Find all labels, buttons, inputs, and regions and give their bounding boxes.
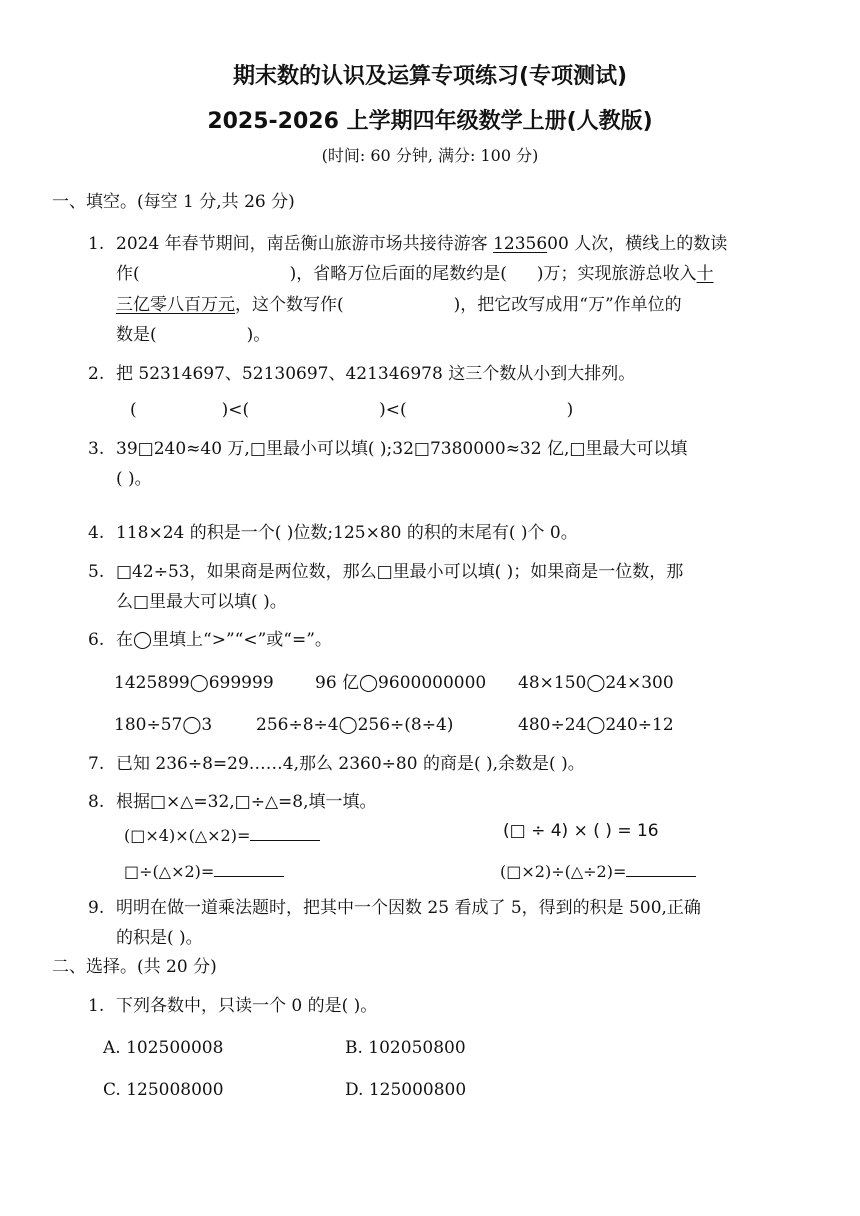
compare-item: 180÷57◯3 [114, 715, 213, 735]
choice-option-d: D. 125000800 [345, 1080, 467, 1100]
question-text: 明明在做一道乘法题时，把其中一个因数 25 看成了 5，得到的积是 500,正确 [116, 898, 701, 918]
question-text: 么□里最大可以填( )。 [116, 592, 287, 612]
question-text: 118×24 的积是一个( )位数;125×80 的积的末尾有( )个 0。 [116, 523, 578, 543]
answer-blanks: ( )<( )<( ) [130, 400, 574, 420]
question-text: 下列各数中，只读一个 0 的是( )。 [116, 996, 378, 1016]
question-number: 1. [88, 234, 105, 254]
question-text: 三亿零八百万元，这个数写作( )，把它改写成用“万”作单位的 [116, 295, 682, 315]
question-text: 根据□×△=32,□÷△=8,填一填。 [116, 792, 377, 812]
compare-item: 480÷24◯240÷12 [518, 715, 674, 735]
expression-a: (□×4)×(△×2)= [124, 824, 320, 844]
question-text: 39□240≈40 万,□里最小可以填( );32□7380000≈32 亿,□里最大可以填 [116, 439, 688, 459]
question-text: 已知 236÷8=29……4,那么 2360÷80 的商是( ),余数是( )。 [116, 754, 585, 774]
exam-meta: (时间: 60 分钟, 满分: 100 分) [321, 146, 539, 165]
question-number: 5. [88, 562, 105, 582]
choice-option-b: B. 102050800 [345, 1038, 466, 1058]
question-number: 4. [88, 523, 105, 543]
question-text: 在◯里填上“>”“<”或“=”。 [116, 630, 332, 650]
compare-item: 48×150◯24×300 [518, 673, 674, 693]
question-text: □42÷53，如果商是两位数，那么□里最小可以填( )；如果商是一位数，那 [116, 562, 684, 582]
question-number: 9. [88, 898, 105, 918]
question-number: 2. [88, 364, 105, 384]
section-heading-fill: 一、填空。(每空 1 分,共 26 分) [52, 192, 295, 212]
compare-item: 96 亿◯9600000000 [315, 673, 487, 693]
question-number: 7. [88, 754, 105, 774]
compare-item: 1425899◯699999 [114, 673, 274, 693]
expression-b: (□ ÷ 4) × ( ) = 16 [503, 821, 659, 841]
question-text: 的积是( )。 [116, 928, 203, 948]
question-number: 8. [88, 792, 105, 812]
expression-d: (□×2)÷(△÷2)= [500, 860, 696, 880]
choice-option-a: A. 102500008 [103, 1038, 224, 1058]
page-subtitle: 2025-2026 上学期四年级数学上册(人教版) [207, 109, 653, 134]
question-text: 数是( )。 [116, 325, 271, 345]
expression-c: □÷(△×2)= [124, 860, 284, 880]
question-number: 1. [88, 996, 105, 1016]
choice-option-c: C. 125008000 [103, 1080, 224, 1100]
question-text: 作( )，省略万位后面的尾数约是( )万；实现旅游总收入十 [116, 264, 714, 284]
section-heading-choice: 二、选择。(共 20 分) [52, 957, 217, 977]
page-title: 期末数的认识及运算专项练习(专项测试) [232, 64, 628, 89]
question-number: 6. [88, 630, 105, 650]
question-number: 3. [88, 439, 105, 459]
question-text: 把 52314697、52130697、421346978 这三个数从小到大排列。 [116, 364, 636, 384]
question-text: ( )。 [116, 469, 152, 489]
compare-item: 256÷8÷4◯256÷(8÷4) [256, 715, 454, 735]
question-text: 2024 年春节期间，南岳衡山旅游市场共接待游客 1235600 人次，横线上的数读 [116, 234, 728, 254]
